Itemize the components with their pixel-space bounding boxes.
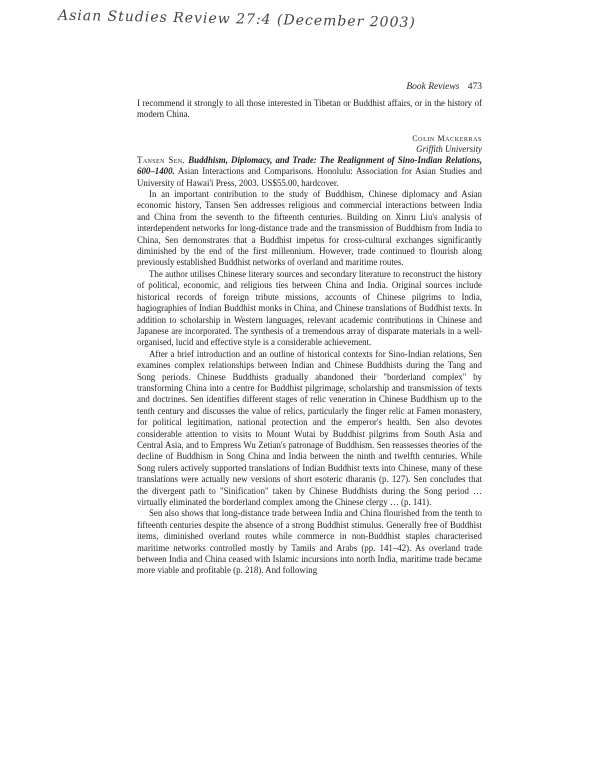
reviewer-affiliation: Griffith University: [416, 143, 482, 154]
reviewer-signature: [137, 133, 482, 155]
running-head: [380, 82, 482, 92]
review-paragraph-3: After a brief introduction and an outline of historical contexts for Sino-Indian relations, Sen examines complex relationships between Indian and Chinese Buddhists during the Tang and Song periods. Chinese Buddhists gradually abandoned their "borderland complex" by transforming China into a centre for Buddhist pilgrimage, scholarship and transmission of texts and doctrines. Sen identifies different stages of relic veneration in Chinese Buddhism up to the tenth century and discusses the value of relics, particularly the finger relic at Famen monastery, for political legitimation, national protection and the emperor's health. Sen also devotes considerable attention to visits to Mount Wutai by Buddhist pilgrims from South Asia and Central Asia, and to Empress Wu Zetian's patronage of Buddhism. Sen reassesses theories of the decline of Buddhism in Song China and India between the ninth and twelfth centuries. While Song rulers actively supported translations of Indian Buddhist texts into Chinese, many of these translations were actually new versions of short esoteric dharanis (p. 127). Sen concludes that the divergent path to "Sinification" taken by Chinese Buddhists during the Song period … virtually eliminated the borderland complex among the Chinese clergy … (p. 141).: [137, 348, 482, 507]
book-publisher: Asian Interactions and Comparisons. Honolulu: Association for Asian Studies and University of Hawai'i Press, 2003. US$55.00, hardcover.: [137, 166, 482, 188]
book-author: Tansen Sen.: [137, 154, 186, 165]
review-paragraph-4: Sen also shows that long-distance trade between India and China flourished from the tenth to fifteenth centuries despite the absence of a strong Buddhist stimulus. Generally free of Buddhist items, diminished overland routes while commerce in non-Buddhist staples characterised maritime networks controlled mostly by Tamils and Arabs (pp. 141–42). As overland trade between India and China ceased with Islamic incursions into north India, maritime trade became more viable and profitable (p. 218). And following: [137, 508, 482, 576]
article-body: [137, 98, 482, 577]
running-head-label: Book Reviews: [406, 82, 460, 92]
review-paragraph-2: The author utilises Chinese literary sources and secondary literature to reconstruct the history of political, economic, and religious ties between China and India. Original sources include historical records of foreign tribute missions, accounts of Chinese pilgrims to India, hagiographies of Indian Buddhist monks in China, and Chinese translations of Buddhist texts. In addition to scholarship in Western languages, relevant academic contributions in Chinese and Japanese are incorporated. The synthesis of a tremendous array of disparate materials in a well-organised, lucid and effective style is a considerable achievement.: [137, 268, 482, 348]
reviewer-name: Colin Mackerras: [412, 133, 482, 143]
handwritten-annotation: Asian Studies Review 27:4 (December 2003): [57, 7, 416, 32]
page-number: 473: [467, 82, 482, 92]
previous-review-closing: I recommend it strongly to all those interested in Tibetan or Buddhist affairs, or in the history of modern China.: [137, 98, 482, 120]
review-paragraph-1: In an important contribution to the study of Buddhism, Chinese diplomacy and Asian economic history, Tansen Sen addresses religious and commercial interactions between India and China from the seventh to the fifteenth centuries. Building on Xinru Liu's analysis of interdependent networks for long-distance trade and the transmission of Buddhism from India to China, Sen demonstrates that a Buddhist impetus for cross-cultural exchanges significantly diminished by the end of the first millennium. However, trade continued to flourish along previously established Buddhist networks of overland and maritime routes.: [137, 189, 482, 268]
book-citation: [137, 155, 482, 189]
book-title: Buddhism, Diplomacy, and Trade: The Realignment of Sino-Indian Relations, 600–1400.: [137, 154, 482, 177]
